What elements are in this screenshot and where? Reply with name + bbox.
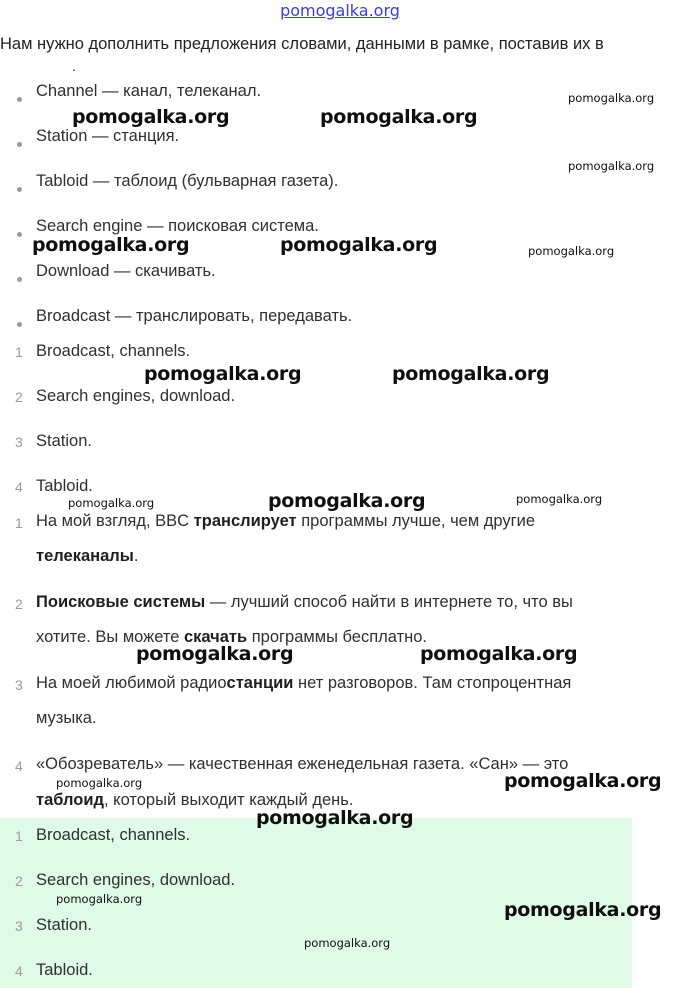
list-item: Tabloid — таблоид (бульварная газета).	[36, 172, 339, 190]
sentence-line: На мой взгляд, BBC транслирует программы лучше, чем другие	[36, 512, 536, 530]
list-number: 3	[15, 434, 23, 450]
list-number: 4	[15, 758, 23, 774]
list-number: 1	[15, 828, 23, 844]
watermark: pomogalka.org	[392, 363, 550, 385]
watermark: pomogalka.org	[268, 490, 426, 512]
bullet-icon	[17, 322, 22, 327]
sentence-line: На моей любимой радиостанции нет разговоров. Там стопроцентная	[36, 674, 572, 692]
watermark: pomogalka.org	[516, 492, 603, 506]
list-number: 2	[15, 596, 23, 612]
sentence-line: «Обозреватель» — качественная еженедельная газета. «Сан» — это	[36, 755, 569, 773]
list-item: Search engines, download.	[36, 387, 236, 405]
bullet-icon	[17, 277, 22, 282]
sentence-line: музыка.	[36, 709, 97, 727]
watermark: pomogalka.org	[320, 106, 478, 128]
site-link[interactable]: pomogalka.org	[280, 1, 400, 20]
sentence-line: Поисковые системы — лучший способ найти в интернете то, что вы	[36, 593, 573, 611]
bullet-icon	[17, 187, 22, 192]
watermark: pomogalka.org	[136, 643, 294, 665]
watermark: pomogalka.org	[256, 807, 414, 829]
watermark: pomogalka.org	[420, 643, 578, 665]
list-number: 4	[15, 479, 23, 495]
watermark: pomogalka.org	[56, 892, 143, 906]
watermark: pomogalka.org	[56, 776, 143, 790]
watermark: pomogalka.org	[504, 899, 662, 921]
watermark: pomogalka.org	[68, 496, 155, 510]
list-item: Station.	[36, 916, 92, 934]
watermark: pomogalka.org	[528, 244, 615, 258]
task-intro: Нам нужно дополнить предложения словами, данными в рамке, поставив их в	[0, 35, 604, 53]
watermark: pomogalka.org	[144, 363, 302, 385]
list-number: 3	[15, 677, 23, 693]
list-number: 4	[15, 963, 23, 979]
watermark: pomogalka.org	[568, 159, 655, 173]
bullet-icon	[17, 142, 22, 147]
list-item: Download — скачивать.	[36, 262, 216, 280]
list-number: 3	[15, 918, 23, 934]
list-item: Broadcast — транслировать, передавать.	[36, 307, 353, 325]
watermark: pomogalka.org	[504, 770, 662, 792]
sentence-line: таблоид, который выходит каждый день.	[36, 791, 354, 809]
watermark: pomogalka.org	[72, 106, 230, 128]
list-item: Broadcast, channels.	[36, 342, 191, 360]
task-intro-continuation: .	[72, 58, 76, 74]
list-number: 1	[15, 515, 23, 531]
bullet-icon	[17, 232, 22, 237]
list-item: Channel — канал, телеканал.	[36, 82, 262, 100]
list-number: 2	[15, 873, 23, 889]
list-item: Station.	[36, 432, 92, 450]
watermark: pomogalka.org	[280, 234, 438, 256]
bullet-icon	[17, 97, 22, 102]
watermark: pomogalka.org	[304, 936, 391, 950]
list-item: Tabloid.	[36, 477, 93, 495]
list-number: 1	[15, 344, 23, 360]
watermark: pomogalka.org	[32, 234, 190, 256]
watermark: pomogalka.org	[568, 91, 655, 105]
sentence-line: телеканалы.	[36, 547, 139, 565]
sentence-line: хотите. Вы можете скачать программы бесплатно.	[36, 628, 428, 646]
list-number: 2	[15, 389, 23, 405]
list-item: Search engines, download.	[36, 871, 236, 889]
list-item: Broadcast, channels.	[36, 826, 191, 844]
list-item: Station — станция.	[36, 127, 180, 145]
list-item: Search engine — поисковая система.	[36, 217, 319, 235]
list-item: Tabloid.	[36, 961, 93, 979]
